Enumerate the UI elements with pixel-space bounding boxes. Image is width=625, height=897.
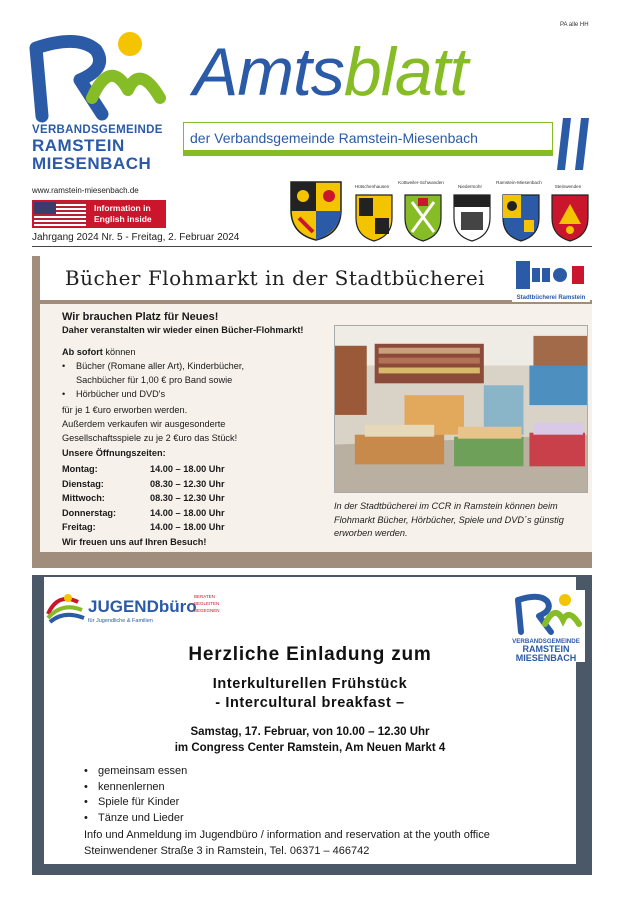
hours-time: 08.30 – 12.30 Uhr: [150, 493, 225, 503]
event-activities: [84, 764, 187, 826]
issue-info: Jahrgang 2024 Nr. 5 - Freitag, 2. Februar 2024: [32, 232, 240, 243]
activity-item: • Tänze und Lieder: [84, 811, 187, 827]
crest-ramstein-miesenbach-icon: [502, 194, 540, 242]
hours-day: Dienstag:: [62, 478, 104, 489]
masthead-title-blatt: blatt: [343, 34, 468, 110]
distribution-note: PA alle HH: [560, 22, 589, 28]
flohmarkt-para-3: Gesellschaftsspiele zu je 2 €uro das Stück!: [62, 433, 238, 443]
jugendbuero-logo: [44, 588, 220, 626]
flohmarkt-para-2: Außerdem verkaufen wir ausgesonderte: [62, 419, 226, 429]
jugendbuero-logo-sub: für Jugendliche & Familien: [88, 618, 153, 624]
registration-address: Steinwendener Straße 3 in Ramstein, Tel. 06371 – 466742: [84, 845, 370, 857]
flohmarkt-subheading: Daher veranstalten wir wieder einen Bücher-Flohmarkt!: [62, 325, 304, 335]
vg-small-line2: RAMSTEIN: [522, 644, 570, 654]
event-date: Samstag, 17. Februar, von 10.00 – 12.30 Uhr: [190, 726, 430, 738]
masthead-subtitle: der Verbandsgemeinde Ramstein-Miesenbach: [190, 130, 478, 146]
photo-caption: In der Stadtbücherei im CCR in Ramstein können beim Flohmarkt Bücher, Hörbücher, Spiele und DVD´s günstig erworben werden.: [334, 501, 564, 538]
hours-time: 08.30 – 12.30 Uhr: [150, 478, 225, 489]
hours-table: [62, 462, 312, 549]
logo-text-ramstein: RAMSTEIN: [32, 136, 125, 155]
library-photo: [334, 325, 588, 493]
crest-huetschenhausen-icon: [355, 194, 393, 242]
masthead-title-amts: Amts: [193, 34, 344, 110]
hours-heading: Unsere Öffnungszeiten:: [62, 448, 166, 458]
header-divider: [32, 246, 592, 247]
hours-day: Mittwoch:: [62, 493, 105, 503]
crest-label-huetschenhausen: Hütschenhausen: [354, 184, 390, 189]
crest-label-niedermohr: Niedermohr: [458, 184, 482, 189]
crest-label-steinwenden: Steinwenden: [554, 184, 582, 189]
hours-row: [62, 462, 312, 477]
flohmarkt-title: Bücher Flohmarkt in der Stadtbücherei: [64, 266, 486, 290]
flohmarkt-bullet-2: • Hörbücher und DVD's: [62, 387, 332, 401]
english-info-text: [94, 203, 152, 225]
invitation-heading: Herzliche Einladung zum: [188, 644, 432, 665]
crest-label-ramstein-miesenbach: Ramstein-Miesenbach: [496, 180, 542, 185]
hours-day: Donnerstag:: [62, 507, 117, 518]
crest-kottweiler-schwanden-icon: [404, 194, 442, 242]
flohmarkt-text-block: [62, 345, 332, 460]
stadtbuecherei-logo-label: Stadtbücherei Ramstein: [516, 295, 586, 301]
hours-row: [62, 477, 312, 492]
jugendbuero-logo-side-1: BERATEN: [194, 594, 215, 599]
jugendbuero-logo-side-3: BEGEGNEN: [194, 608, 220, 613]
crest-steinwenden-icon: [551, 194, 589, 242]
jugendbuero-logo-side-2: BEGLEITEN: [194, 601, 220, 606]
vg-small-line3: MIESENBACH: [515, 653, 577, 662]
activity-item: • gemeinsam essen: [84, 764, 187, 780]
activity-item: • kennenlernen: [84, 780, 187, 796]
hours-row: [62, 520, 312, 535]
masthead-green-underline: [183, 150, 553, 156]
flohmarkt-bullet-1-cont: Sachbücher für 1,00 € pro Band sowie: [76, 375, 233, 385]
hours-row: [62, 491, 312, 506]
english-info-line1: Information in: [94, 203, 151, 213]
us-flag-icon: [34, 202, 86, 226]
website-link[interactable]: www.ramstein-miesenbach.de: [32, 186, 139, 195]
crest-niedermohr-icon: [453, 194, 491, 242]
crest-vg-icon: [289, 180, 343, 242]
flohmarkt-left-border: [32, 256, 40, 568]
masthead-title: [193, 34, 468, 110]
flohmarkt-intro-rest: können: [102, 347, 136, 357]
event-location: im Congress Center Ramstein, Am Neuen Markt 4: [174, 742, 446, 754]
crest-label-kottweiler-schwanden: Kottweiler-Schwanden: [398, 180, 444, 185]
activity-item: • Spiele für Kinder: [84, 795, 187, 811]
hours-time: 14.00 – 18.00 Uhr: [150, 522, 225, 532]
jugendbuero-logo-main: JUGENDbüro: [88, 597, 197, 616]
flohmarkt-closing: Wir freuen uns auf Ihren Besuch!: [62, 536, 207, 547]
english-info-line2: English inside: [94, 214, 152, 224]
hours-time: 14.00 – 18.00 Uhr: [150, 507, 225, 518]
registration-info: Info und Anmeldung im Jugendbüro / information and reservation at the youth office: [84, 829, 490, 841]
flohmarkt-intro-bold: Ab sofort: [62, 347, 103, 357]
event-title-english: - Intercultural breakfast –: [215, 695, 405, 711]
hours-day: Freitag:: [62, 522, 96, 532]
masthead-slashes-decoration: [555, 118, 595, 170]
logo-text-miesenbach: MIESENBACH: [32, 154, 152, 173]
logo-text-verbandsgemeinde: VERBANDSGEMEINDE: [32, 124, 163, 136]
event-title: Interkulturellen Frühstück: [212, 676, 408, 692]
vg-small-line1: VERBANDSGEMEINDE: [512, 638, 580, 645]
flohmarkt-intro: [62, 345, 332, 359]
flohmarkt-para-1: für je 1 €uro erworben werden.: [62, 405, 188, 415]
vg-logo-mark: [18, 28, 168, 123]
hours-time: 14.00 – 18.00 Uhr: [150, 464, 225, 474]
flohmarkt-bottom-band: [32, 552, 592, 568]
flohmarkt-heading: Wir brauchen Platz für Neues!: [62, 311, 219, 323]
hours-day: Montag:: [62, 464, 98, 474]
hours-row: [62, 506, 312, 521]
stadtbuecherei-logo: [512, 258, 590, 302]
flohmarkt-bullet-1: • Bücher (Romane aller Art), Kinderbücher,: [62, 359, 332, 373]
